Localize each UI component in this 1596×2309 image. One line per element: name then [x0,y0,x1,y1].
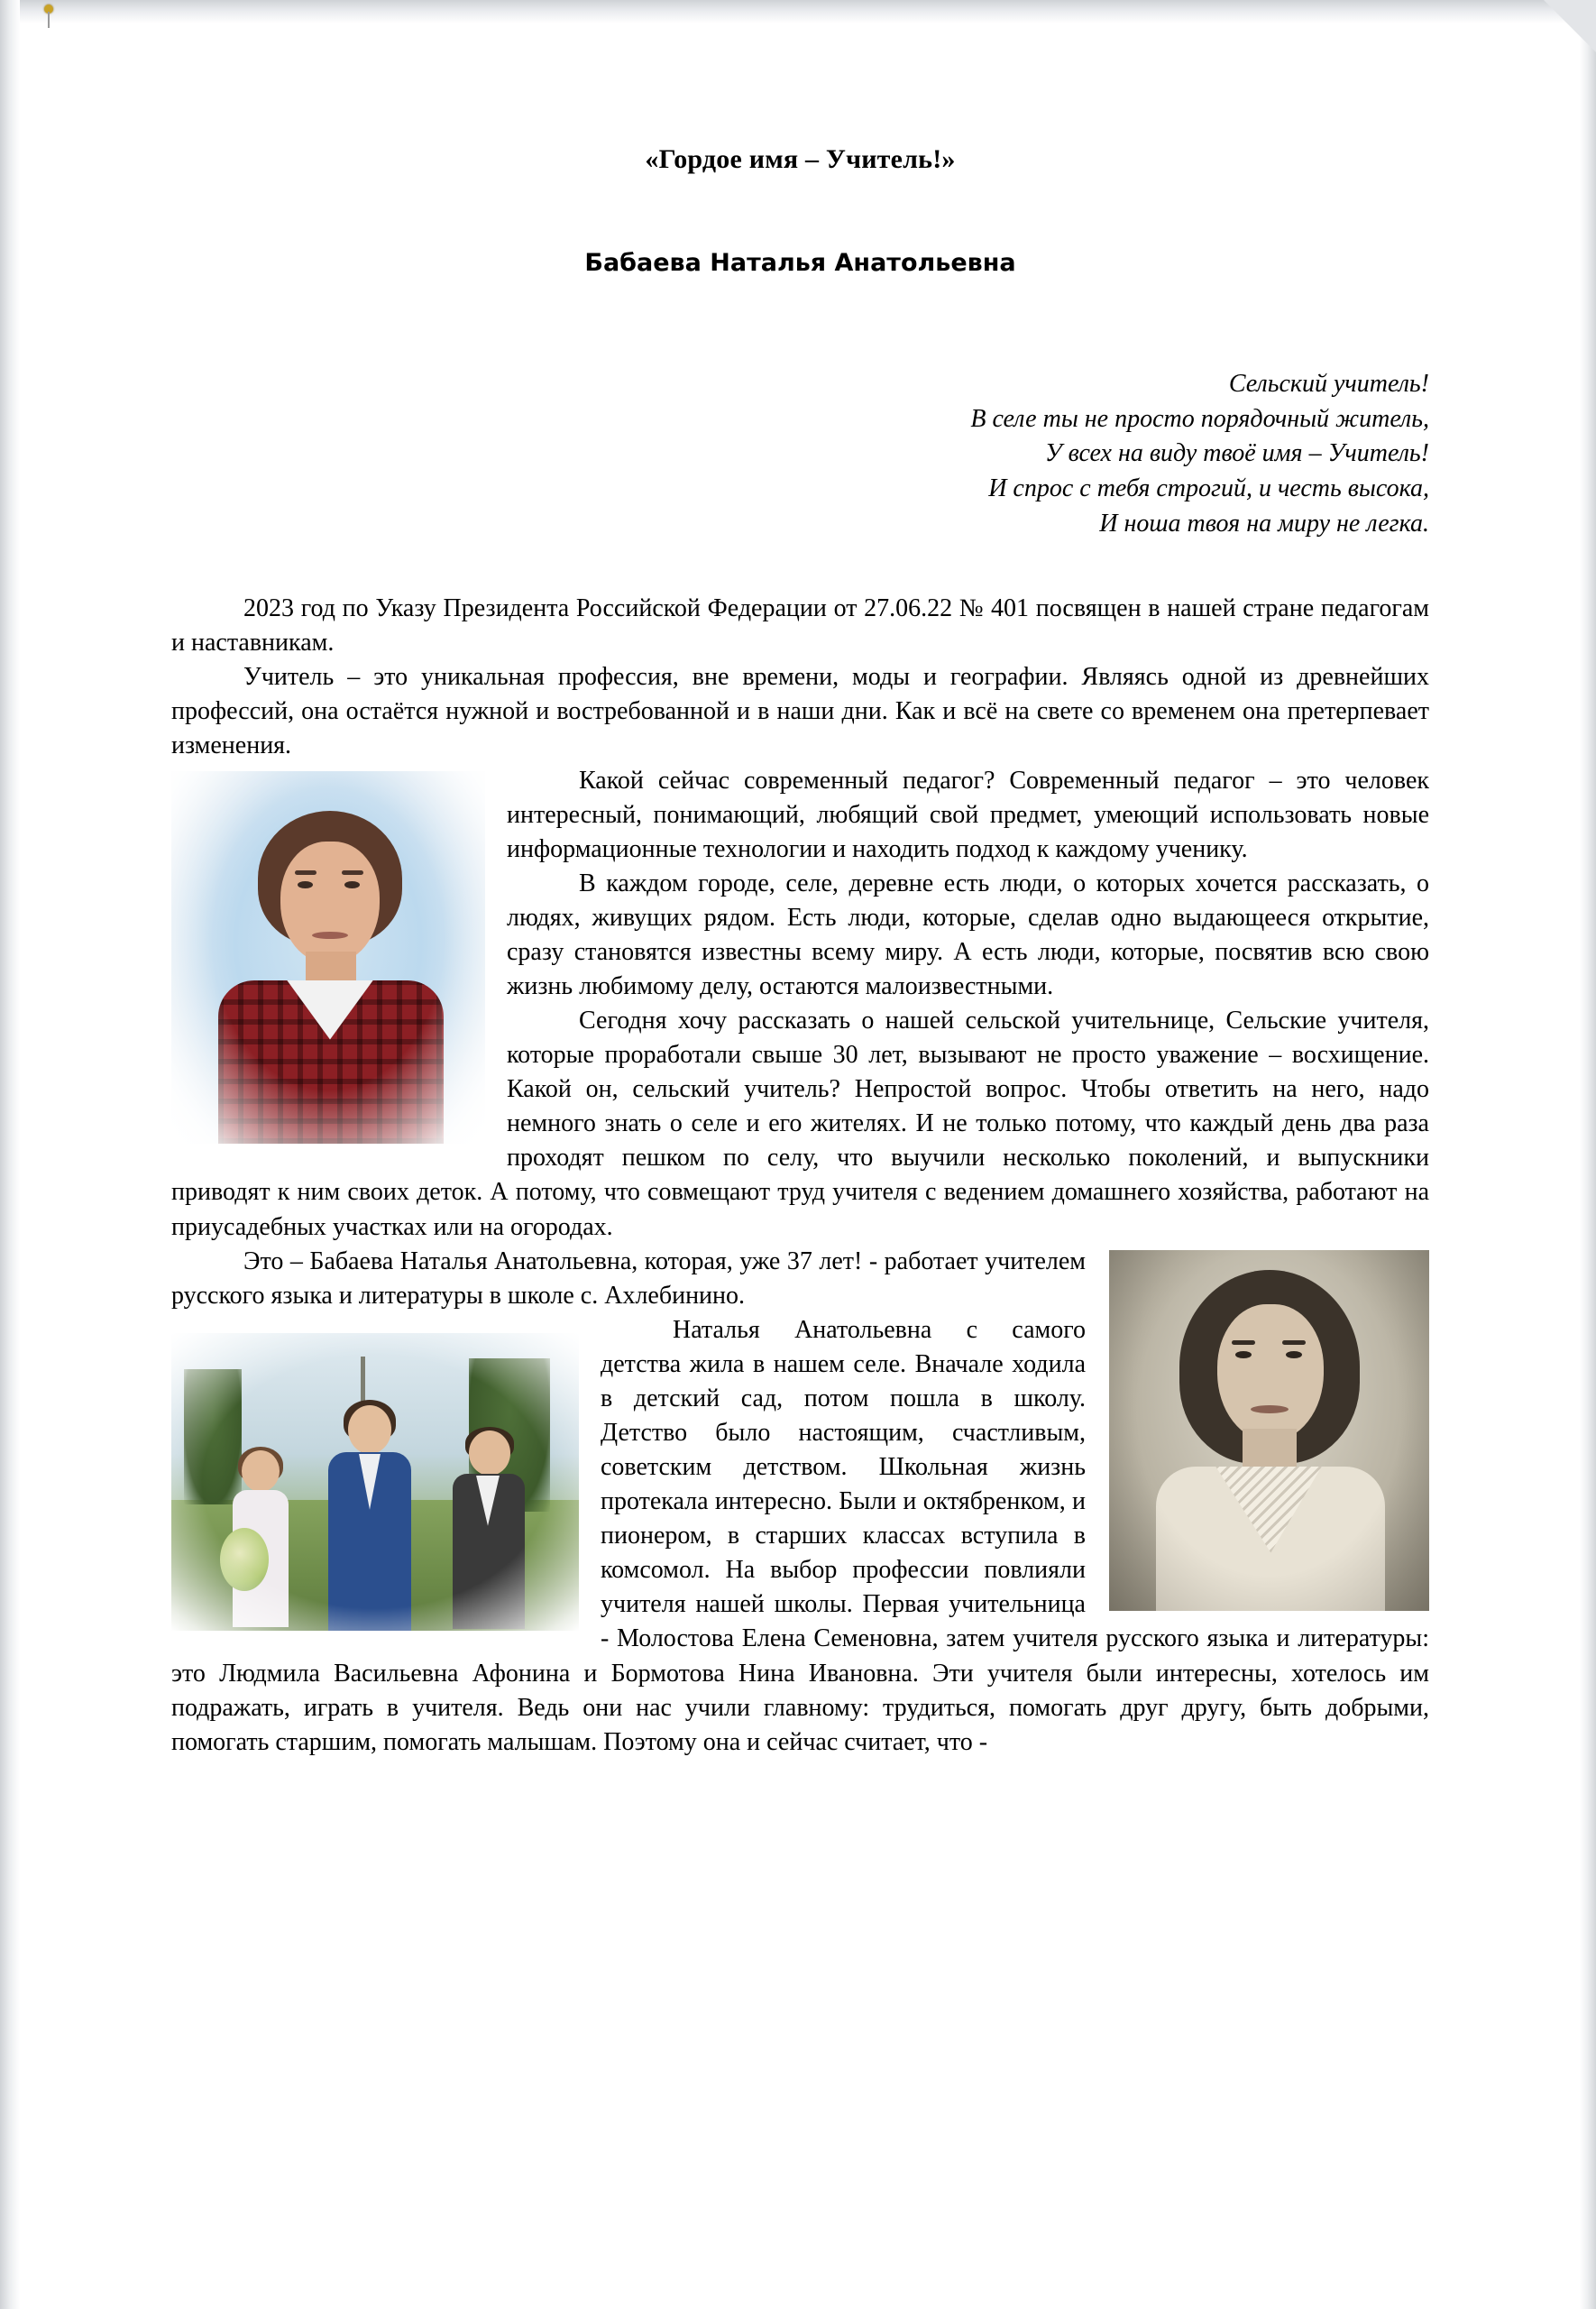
sepia-vignette [1109,1250,1429,1611]
poem-line: И спрос с тебя строгий, и честь высока, [988,474,1429,502]
group-photo [171,1333,579,1631]
author-name: Бабаева Наталья Анатольевна [584,249,1016,277]
poem-line: У всех на виду твоё имя – Учитель! [1044,439,1429,468]
paragraph: Сегодня хочу рассказать о нашей сельской учительнице, Сельские учителя, которые проработали свыше 30 лет, вызывают не просто уважение – восхищение. Какой он, сельский учитель? Непростой вопрос. Чтобы ответить на него, надо немного знать о селе и его жителях. И не только потому, что каждый день два раза проходят пешком по селу, что выучили несколько поколений, и выпускники приводят к ним своих деток. А потому, что совмещают труд учителя с ведением домашнего хозяйства, работают на приусадебных участках или на огородах. [171,1007,1429,1241]
image-photo-group-outdoors [171,1333,579,1631]
image-portrait-young-sepia [1109,1250,1429,1611]
poem-line: И ноша твоя на миру не легка. [1099,509,1429,538]
pin-needle [48,12,50,28]
page-title: «Гордое имя – Учитель!» [645,144,956,174]
paragraph: В каждом городе, селе, деревне есть люди, о которых хочется рассказать, о людях, живущих рядом. Есть люди, которые, сделав одно выдающееся открытие, сразу становятся известны всему миру. А есть люди, которые, посвятив всю свою жизнь любимому делу, остаются малоизвестными. [507,869,1429,1000]
poem-block [171,367,1429,541]
paragraph-group-intro [171,592,1429,763]
document-content [171,144,1429,1760]
paragraph: 2023 год по Указу Президента Российской Федерации от 27.06.22 № 401 посвящен в нашей стране педагогам и наставникам. [171,594,1429,658]
poem-line: В селе ты не просто порядочный житель, [970,404,1429,433]
photo-vignette [171,1333,579,1631]
paragraph: Какой сейчас современный педагог? Современный педагог – это человек интересный, понимающий, любящий свой предмет, умеющий использовать новые информационные технологии и находить подход к каждому ученику. [507,766,1429,863]
page-edge-right [1580,0,1596,2309]
paragraph: Это – Бабаева Наталья Анатольевна, которая, уже 37 лет! - работает учителем русского языка и литературы в школе с. Ахлебинино. [171,1246,1086,1310]
poem-line: Сельский учитель! [1228,370,1429,398]
pin-icon [42,5,55,28]
page-edge-top [0,0,1596,23]
paragraph: Учитель – это уникальная профессия, вне времени, моды и географии. Являясь одной из древнейших профессий, она остаётся нужной и востребованной и в наши дни. Как и всё на свете со временем она претерпевает изменения. [171,663,1429,760]
portrait-photo [171,771,485,1144]
portrait-vignette [171,771,485,1144]
page-corner-fold [1544,0,1596,52]
portrait-photo-sepia [1109,1250,1429,1611]
page-edge-left [0,0,20,2309]
paragraph: Наталья Анатольевна с самого детства жила в нашем селе. Вначале ходила в детский сад, потом пошла в школу. Детство было настоящим, счастливым, советским детством. Школьная жизнь протекала интересно. Были и октябренком, и пионером, в старших классах вступила в комсомол. На выбор профессии повлияли учителя нашей школы. Первая учительница - Молостова Елена Семеновна, затем учителя русского языка и литературы: это Людмила Васильевна Афонина и Бормотова Нина Ивановна. Эти учителя были интересны, хотелось им подражать, играть в учителя. Ведь они нас учили главному: трудиться, помогать друг другу, быть добрыми, помогать старшим, помогать малышам. Поэтому она и сейчас считает, что - [171,1315,1429,1756]
image-portrait-babaeva-color [171,771,485,1144]
